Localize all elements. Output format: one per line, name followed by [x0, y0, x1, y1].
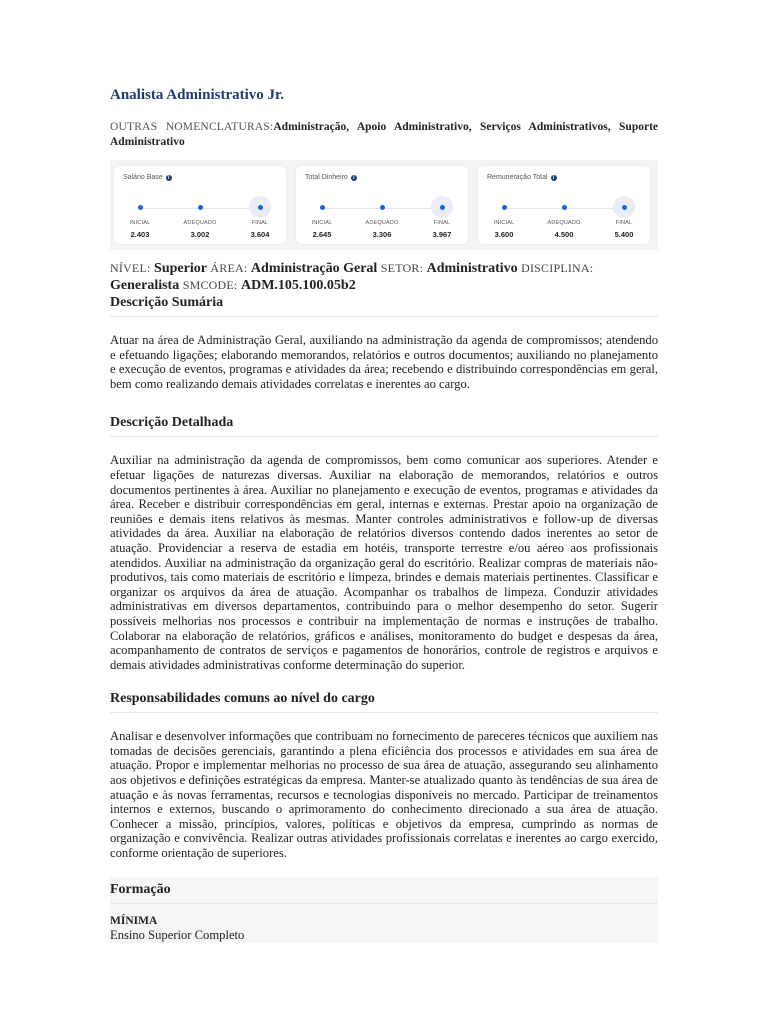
level-label: ADEQUADO	[547, 220, 581, 226]
level-final	[604, 196, 644, 239]
salary-card-total-dinheiro	[296, 166, 468, 244]
level-adequado	[362, 196, 402, 239]
level-label: FINAL	[251, 220, 269, 226]
level-adequado	[180, 196, 220, 239]
level-dot	[258, 205, 263, 210]
job-title: Analista Administrativo Jr.	[110, 87, 285, 103]
salary-panel	[110, 160, 658, 250]
section-title-responsabilidades: Responsabilidades comuns ao nível do cargo	[110, 690, 658, 713]
level-value: 3.967	[432, 230, 452, 239]
level-inicial	[120, 196, 160, 239]
level-adequado	[544, 196, 584, 239]
nivel-value: Superior	[154, 261, 207, 276]
level-dot	[198, 205, 203, 210]
level-dot	[440, 205, 445, 210]
other-nomenclatures	[110, 120, 658, 150]
level-dot	[138, 205, 143, 210]
card-title: Total Dinheiro	[305, 174, 348, 181]
level-label: INICIAL	[129, 220, 151, 226]
nomenclatures-value: Administração, Apoio Administrativo, Serviços Administrativos, Suporte Administrativo	[110, 121, 659, 148]
level-dot	[320, 205, 325, 210]
level-inicial	[484, 196, 524, 239]
info-icon[interactable]: i	[166, 175, 172, 181]
section-text-sumaria: Atuar na área de Administração Geral, auxiliando na administração da agenda de compromissos; atendendo e efetuando ligações; elaborando memorandos, relatórios e outros documentos; auxiliando no planejamento e execução de eventos, programas e atividades da área; recebendo e distribuindo correspondências em geral, bem como realizando demais atividades correlatas e inerentes ao cargo.	[110, 333, 658, 391]
section-text-detalhada: Auxiliar na administração da agenda de compromissos, bem como comunicar aos superiores. Atender e efetuar ligações de naturezas diversas. Auxiliar na elaboração de memorandos, relatórios e outros documentos pertinentes à área. Auxiliar no planejamento e execução de eventos, programas e atividades da área. Receber e distribuir correspondências em geral, internas e externas. Prestar apoio na organização de reuniões e demais itens relativos às mesmas. Manter controles administrativos e follow-up de diversas atividades da área. Auxiliar na elaboração de relatórios diversos contendo dados inerentes ao setor de atuação. Providenciar a reserva de estadia em hotéis, transporte terrestre e/ou aéreo aos profissionais atendidos. Auxiliar na administração da organização geral do escritório. Realizar compras de materiais não-produtivos, tais como materiais de escritório e limpeza, brindes e demais materiais pertinentes. Classificar e organizar os arquivos da área de atuação. Acompanhar os trabalhos de limpeza. Conduzir atividades administrativas em diversos departamentos, contribuindo para o melhor desempenho do setor. Sugerir possíveis melhorias nos processos e contribuir na implementação de normas e instruções de trabalho. Colaborar na elaboração de relatórios, gráficos e análises, monitoramento do budget e despesas da área, acompanhamento de contratos de serviços e pagamentos de honorários, controle de registros e arquivos e demais atividades administrativas conforme determinação do superior.	[110, 453, 658, 672]
formacao-box	[110, 904, 658, 943]
disciplina-label: DISCIPLINA:	[521, 261, 594, 275]
section-title-detalhada: Descrição Detalhada	[110, 414, 658, 437]
minima-label: MÍNIMA	[110, 914, 158, 927]
disciplina-value: Generalista	[110, 278, 180, 293]
level-value: 3.002	[190, 230, 210, 239]
level-value: 3.600	[494, 230, 514, 239]
info-icon[interactable]: i	[551, 175, 557, 181]
level-label: INICIAL	[311, 220, 333, 226]
level-value: 3.306	[372, 230, 392, 239]
info-icon[interactable]: i	[351, 175, 357, 181]
section-title-sumaria: Descrição Sumária	[110, 294, 658, 317]
smcode-label: SMCODE:	[182, 278, 238, 292]
nomenclatures-label: OUTRAS NOMENCLATURAS:	[110, 121, 274, 133]
level-label: ADEQUADO	[183, 220, 217, 226]
level-value: 5.400	[614, 230, 634, 239]
salary-card-base	[114, 166, 286, 244]
section-title-formacao: Formação	[110, 877, 658, 904]
level-value: 2.403	[130, 230, 150, 239]
level-dot	[622, 205, 627, 210]
level-label: FINAL	[615, 220, 633, 226]
level-label: INICIAL	[493, 220, 515, 226]
level-inicial	[302, 196, 342, 239]
level-label: FINAL	[433, 220, 451, 226]
job-description-page	[110, 86, 658, 943]
job-meta	[110, 260, 658, 294]
section-text-responsabilidades: Analisar e desenvolver informações que contribuam no fornecimento de pareceres técnicos que auxiliem nas tomadas de decisões gerenciais, garantindo a plena eficiência dos processos e atividades em sua área de atuação. Propor e implementar melhorias no processo de sua área de atuação, assegurando seu alinhamento aos objetivos e definições estratégicas da empresa. Manter-se atualizado quanto às tendências de sua área de atuação e às novas ferramentas, recursos e tecnologias disponíveis no mercado. Participar de treinamentos internos e externos, buscando o aprimoramento do conhecimento direcionado a sua área de atuação. Conhecer a missão, princípios, valores, políticas e objetivos da empresa, cumprindo as normas de organização e convivência. Realizar outras atividades profissionais correlatas e inerentes ao cargo exercido, conforme orientação de superiores.	[110, 729, 658, 861]
salary-card-remuneracao-total	[478, 166, 650, 244]
level-label: ADEQUADO	[365, 220, 399, 226]
card-title: Remuneração Total	[487, 174, 548, 181]
nivel-label: NÍVEL:	[110, 261, 151, 275]
level-value: 4.500	[554, 230, 574, 239]
setor-label: SETOR:	[380, 261, 424, 275]
area-value: Administração Geral	[250, 261, 378, 276]
level-dot	[502, 205, 507, 210]
level-final	[240, 196, 280, 239]
setor-value: Administrativo	[426, 261, 518, 276]
level-final	[422, 196, 462, 239]
level-dot	[380, 205, 385, 210]
card-title: Salário Base	[123, 174, 163, 181]
area-label: ÁREA:	[210, 261, 248, 275]
smcode-value: ADM.105.100.05b2	[240, 278, 356, 293]
minima-value: Ensino Superior Completo	[110, 927, 245, 942]
level-dot	[562, 205, 567, 210]
level-value: 3.604	[250, 230, 270, 239]
level-value: 2.645	[312, 230, 332, 239]
